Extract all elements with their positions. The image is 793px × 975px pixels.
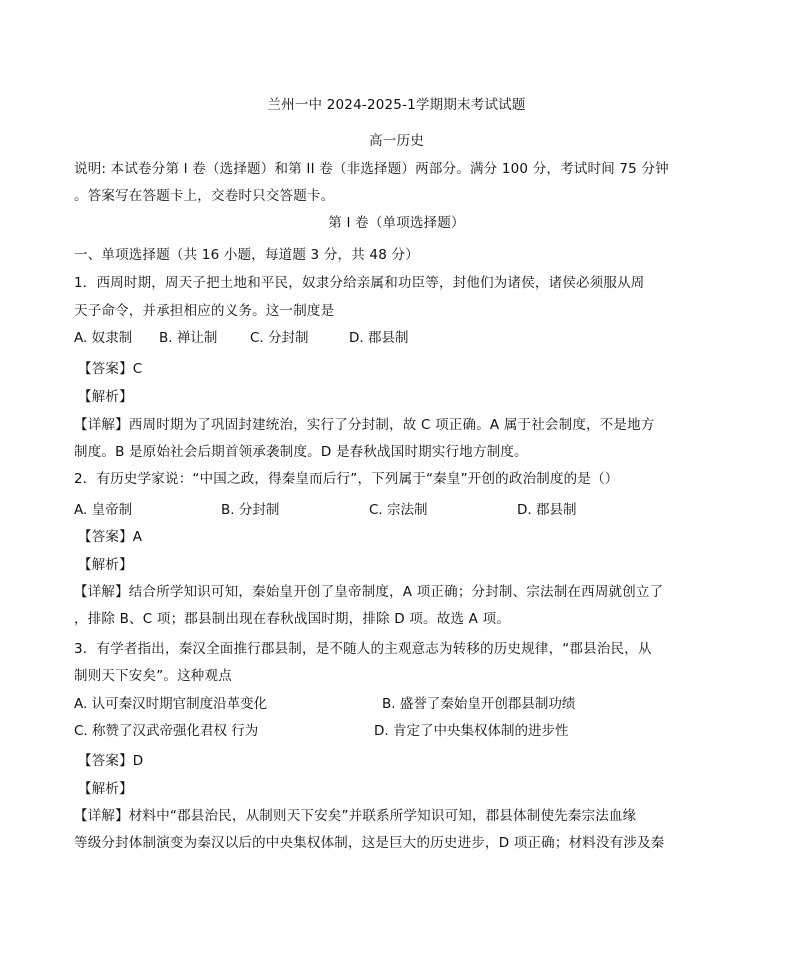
q1-stem-line-1: 1．西周时期，周天子把土地和平民，奴隶分给亲属和功臣等，封他们为诸侯，诸侯必须服从周 [74, 275, 645, 291]
q2-option-a: A. 皇帝制 [74, 502, 133, 518]
q2-stem-line-1: 2．有历史学家说：“中国之政，得秦皇而后行”，下列属于“秦皇”开创的政治制度的是（） [74, 471, 619, 487]
q1-analysis: 【解析】 [78, 389, 133, 405]
q3-stem-line-1: 3．有学者指出，秦汉全面推行郡县制，是不随人的主观意志为转移的历史规律，“郡县治民，从 [74, 641, 652, 657]
q2-analysis: 【解析】 [78, 557, 133, 573]
q2-detail-line-1: 【详解】结合所学知识可知，秦始皇开创了皇帝制度，A 项正确；分封制、宗法制在西周就创立了 [74, 584, 664, 600]
q1-option-a: A. 奴隶制 [74, 330, 133, 346]
q3-answer: 【答案】D [78, 753, 144, 769]
q1-stem-line-2: 天子命令，并承担相应的义务。这一制度是 [74, 303, 335, 319]
exam-title: 兰州一中 2024-2025-1学期期末考试试题 [267, 97, 526, 113]
q3-option-a: A. 认可秦汉时期官制度沿革变化 [74, 696, 268, 712]
q2-option-c: C. 宗法制 [369, 502, 428, 518]
q1-option-b: B. 禅让制 [159, 330, 218, 346]
q2-answer: 【答案】A [78, 529, 143, 545]
q3-analysis: 【解析】 [78, 781, 133, 797]
q3-option-d: D. 肯定了中央集权体制的进步性 [374, 723, 569, 739]
q1-option-d: D. 郡县制 [349, 330, 409, 346]
section-title: 一、单项选择题（共 16 小题，每道题 3 分，共 48 分） [74, 247, 419, 263]
q1-option-c: C. 分封制 [250, 330, 309, 346]
q3-option-b: B. 盛誉了秦始皇开创郡县制功绩 [382, 696, 576, 712]
q1-detail-line-1: 【详解】西周时期为了巩固封建统治，实行了分封制，故 C 项正确。A 属于社会制度，不是地方 [74, 417, 655, 433]
q2-option-b: B. 分封制 [221, 502, 280, 518]
intro-line-1: 说明: 本试卷分第 I 卷（选择题）和第 II 卷（非选择题）两部分。满分 100 分，考试时间 75 分钟 [74, 161, 669, 177]
q1-detail-line-2: 制度。B 是原始社会后期首领承袭制度。D 是春秋战国时期实行地方制度。 [74, 444, 528, 460]
q1-answer: 【答案】C [78, 361, 143, 377]
exam-subject: 高一历史 [369, 133, 424, 149]
q3-detail-line-2: 等级分封体制演变为秦汉以后的中央集权体制，这是巨大的历史进步，D 项正确；材料没有涉及秦 [74, 835, 665, 851]
q2-option-d: D. 郡县制 [517, 502, 577, 518]
q3-stem-line-2: 制则天下安矣”。这种观点 [74, 668, 232, 684]
intro-line-2: 。答案写在答题卡上，交卷时只交答题卡。 [74, 188, 335, 204]
q3-detail-line-1: 【详解】材料中“郡县治民，从制则天下安矣”并联系所学知识可知，郡县体制使先秦宗法血缘 [74, 808, 637, 824]
q3-option-c: C. 称赞了汉武帝强化君权 行为 [74, 723, 259, 739]
part-title: 第 I 卷（单项选择题） [328, 215, 465, 231]
q2-detail-line-2: ，排除 B、C 项；郡县制出现在春秋战国时期，排除 D 项。故选 A 项。 [74, 611, 510, 627]
